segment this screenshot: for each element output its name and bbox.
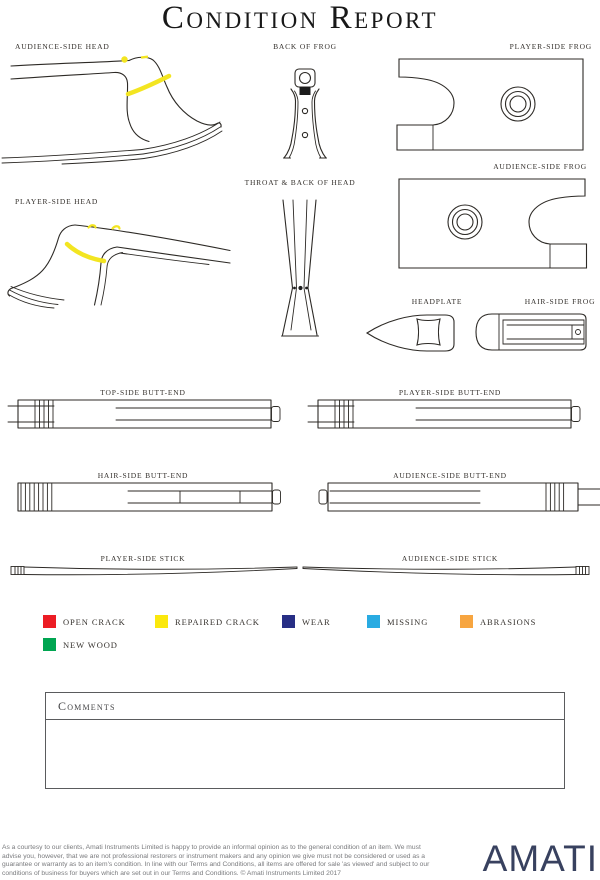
label-hair-side-butt-end: HAIR-SIDE BUTT-END xyxy=(97,471,189,480)
drawing-hair-side-butt-end xyxy=(8,481,300,513)
drawing-player-side-butt-end xyxy=(308,398,600,430)
legend-label: MISSING xyxy=(387,616,429,627)
drawing-audience-side-head xyxy=(2,52,230,176)
page-title: Condition Report xyxy=(161,0,439,36)
drawing-player-side-stick xyxy=(8,562,300,580)
legend-item xyxy=(155,615,260,628)
legend-item xyxy=(367,615,428,628)
label-top-side-butt-end: TOP-SIDE BUTT-END xyxy=(100,388,186,397)
legend-item xyxy=(43,615,126,628)
comments-box xyxy=(45,692,565,789)
comments-header xyxy=(46,693,564,720)
legend-label: NEW WOOD xyxy=(63,639,118,650)
label-audience-side-butt-end: AUDIENCE-SIDE BUTT-END xyxy=(393,471,507,480)
drawing-audience-side-frog xyxy=(394,176,588,270)
legend-label: OPEN CRACK xyxy=(63,616,126,627)
label-player-side-head: PLAYER-SIDE HEAD xyxy=(15,197,99,206)
legend-swatch-open-crack xyxy=(43,615,56,628)
drawing-player-side-head xyxy=(2,212,232,308)
legend-swatch-abrasions xyxy=(460,615,473,628)
legend-swatch-missing xyxy=(367,615,380,628)
label-audience-side-stick: AUDIENCE-SIDE STICK xyxy=(401,554,499,563)
label-audience-side-frog: AUDIENCE-SIDE FROG xyxy=(493,162,587,171)
label-player-side-stick: PLAYER-SIDE STICK xyxy=(100,554,186,563)
drawing-hair-side-frog xyxy=(472,312,590,352)
legend-item xyxy=(282,615,331,628)
drawing-throat-back-of-head xyxy=(277,196,323,342)
legend-label: WEAR xyxy=(302,616,331,627)
label-player-side-butt-end: PLAYER-SIDE BUTT-END xyxy=(398,388,502,397)
label-back-of-frog: BACK OF FROG xyxy=(273,42,337,51)
drawing-top-side-butt-end xyxy=(8,398,300,430)
legend-swatch-new-wood xyxy=(43,638,56,651)
legend-item xyxy=(460,615,536,628)
label-hair-side-frog: HAIR-SIDE FROG xyxy=(524,297,596,306)
legend-swatch-repaired-crack xyxy=(155,615,168,628)
amati-logo: AMATI xyxy=(482,838,598,879)
drawing-audience-side-butt-end xyxy=(308,481,600,513)
drawing-player-side-frog xyxy=(396,56,586,153)
comments-title: Comments xyxy=(58,698,116,713)
label-headplate: HEADPLATE xyxy=(411,297,463,306)
disclaimer-text: As a courtesy to our clients, Amati Instruments Limited is happy to provide an informal opinion as to the general condition of an item. We must advise you, however, that we are not professional restorers or instrument makers and any opinion we give must not be considered or used as a guarantee or warranty as to an item's condition. In line with our Terms and Conditions, all items are offered for sale 'as viewed' and subject to our conditions of business for buyers which are set out in our Terms and Conditions. © Amati Instruments Limited 2017 xyxy=(2,844,430,878)
comments-input[interactable] xyxy=(46,720,564,788)
legend-item xyxy=(43,638,118,651)
legend-label: ABRASIONS xyxy=(480,616,537,627)
legend-label: REPAIRED CRACK xyxy=(175,616,260,627)
drawing-back-of-frog xyxy=(281,68,329,160)
legend-swatch-wear xyxy=(282,615,295,628)
drawing-audience-side-stick xyxy=(300,562,592,580)
label-player-side-frog: PLAYER-SIDE FROG xyxy=(509,42,592,51)
label-throat-back-of-head: THROAT & BACK OF HEAD xyxy=(244,178,356,187)
drawing-headplate xyxy=(365,310,459,357)
label-audience-side-head: AUDIENCE-SIDE HEAD xyxy=(15,42,110,51)
